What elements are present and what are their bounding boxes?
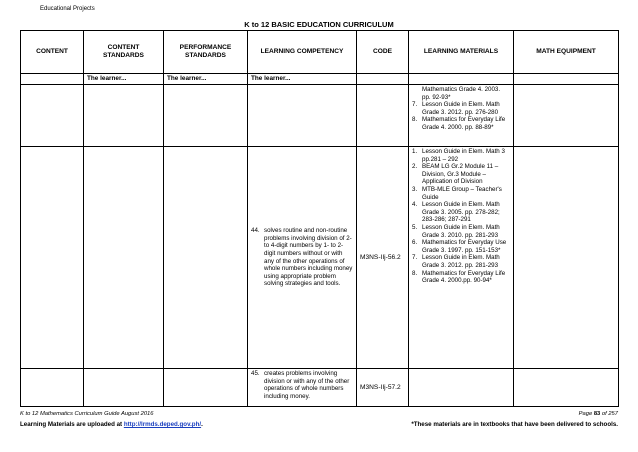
footer-textbook-note: *These materials are in textbooks that have been delivered to schools. <box>411 421 618 428</box>
content-cell <box>21 85 84 147</box>
material-item: 7. Lesson Guide in Elem. Math Grade 3. 2012. pp. 276-280 <box>412 101 500 116</box>
performance-standards-cell <box>164 85 248 147</box>
performance-standards-cell <box>164 147 248 369</box>
material-item: 2. BEAM LG Gr.2 Module 11 – Division, Gr.3 Module – Application of Division <box>412 163 499 186</box>
learner-cell: The learner... <box>248 74 357 85</box>
col-code: CODE <box>357 31 409 74</box>
learner-cell: The learner... <box>84 74 164 85</box>
lrmds-link[interactable]: http://lrmds.deped.gov.ph/ <box>123 421 202 428</box>
learner-cell <box>409 74 514 85</box>
code-cell: M3NS-IIj-57.2 <box>357 369 409 407</box>
curriculum-table <box>20 30 619 407</box>
learner-cell <box>21 74 84 85</box>
content-cell <box>21 369 84 407</box>
equipment-cell <box>514 147 619 369</box>
competency-number: 44. <box>251 227 260 235</box>
content-standards-cell <box>84 85 164 147</box>
content-cell <box>21 147 84 369</box>
material-item: 3. MTB-MLE Group – Teacher's Guide <box>412 185 502 201</box>
content-standards-cell <box>84 147 164 369</box>
col-math-equipment: MATH EQUIPMENT <box>514 31 619 74</box>
competency-text: solves routine and non-routine problems involving division of 2- to 4-digit numbers by 1- to 2-digit numbers without or with any of the other operations of whole numbers including money using appropriate problem solving strategies and tools. <box>264 227 353 288</box>
col-learning-competency: LEARNING COMPETENCY <box>248 31 357 74</box>
competency-number: 45. <box>251 370 260 377</box>
learner-cell <box>357 74 409 85</box>
col-content: CONTENT <box>21 31 84 74</box>
document-title: K to 12 BASIC EDUCATION CURRICULUM <box>244 20 394 29</box>
col-learning-materials: LEARNING MATERIALS <box>409 31 514 74</box>
header-owner: Educational Projects <box>40 6 95 12</box>
col-content-standards: CONTENT STANDARDS <box>84 31 164 74</box>
table-row <box>21 147 619 369</box>
footer-guide: K to 12 Mathematics Curriculum Guide August 2016 <box>20 411 154 417</box>
material-item: 1. Lesson Guide in Elem. Math 3 pp.281 – 292 <box>412 148 505 163</box>
code-cell: M3NS-IIj-56.2 <box>357 147 409 369</box>
footer-upload-note: Learning Materials are uploaded at http://lrmds.deped.gov.ph/. <box>20 421 203 428</box>
content-standards-cell <box>84 369 164 407</box>
col-performance-standards: PERFORMANCE STANDARDS <box>164 31 248 74</box>
material-item: 5. Lesson Guide in Elem. Math Grade 3. 2010. pp. 281-293 <box>412 223 500 239</box>
table-header-row <box>21 31 619 74</box>
table-row <box>21 369 619 407</box>
performance-standards-cell <box>164 369 248 407</box>
table-row <box>21 85 619 147</box>
material-item: 6. Mathematics for Everyday Use Grade 3. 1997. pp. 151-153* <box>412 239 507 254</box>
competency-cell <box>248 147 357 369</box>
equipment-cell <box>514 85 619 147</box>
materials-cell <box>409 147 514 369</box>
material-item: 4. Lesson Guide in Elem. Math Grade 3. 2005. pp. 278-282; 283-286; 287-291 <box>412 201 500 224</box>
material-item: 8. Mathematics for Everyday Life Grade 4. 2000. pp. 88-89* <box>412 116 506 131</box>
learner-row <box>21 74 619 85</box>
learner-cell <box>514 74 619 85</box>
material-item: Mathematics Grade 4. 2003. pp. 92-93* <box>422 86 501 101</box>
code-cell <box>357 85 409 147</box>
material-item: 7. Lesson Guide in Elem. Math Grade 3. 2012. pp. 281-293 <box>412 254 500 269</box>
materials-cell <box>409 369 514 407</box>
materials-cell <box>409 85 514 147</box>
equipment-cell <box>514 369 619 407</box>
learner-cell: The learner... <box>164 74 248 85</box>
competency-cell <box>248 85 357 147</box>
footer-page-number: Page 83 of 257 <box>578 411 618 417</box>
competency-text: creates problems involving division or with any of the other operations of whole numbers including money. <box>264 370 350 400</box>
material-item: 8. Mathematics for Everyday Life Grade 4. 2000.pp. 90-94* <box>412 269 506 285</box>
competency-cell <box>248 369 357 407</box>
